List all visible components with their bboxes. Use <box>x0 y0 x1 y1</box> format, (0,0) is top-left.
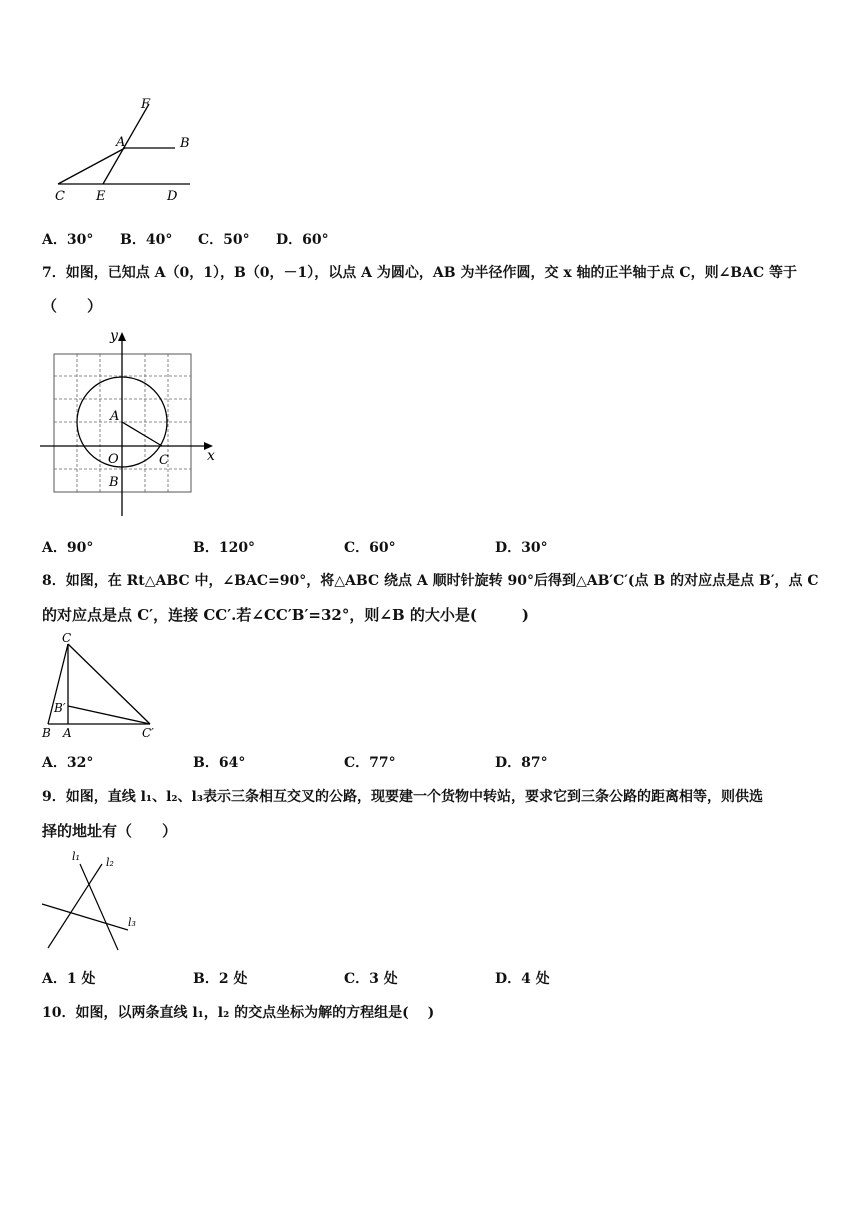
label-c: C <box>62 631 72 645</box>
segment-ac <box>122 422 162 446</box>
label-c-prime: C′ <box>142 726 154 740</box>
side-b-prime-c-prime <box>68 706 150 724</box>
q8-stem-line2: 的对应点是点 C′，连接 CC′.若∠CC′B′=32°，则∠B 的大小是( ) <box>42 606 530 624</box>
label-a: A <box>110 409 120 424</box>
label-o: O <box>108 452 119 467</box>
label-a: A <box>63 726 72 740</box>
line-l1 <box>80 864 118 950</box>
label-c: C <box>55 189 65 204</box>
line-l3 <box>42 904 128 930</box>
q8-figure <box>38 630 168 742</box>
line-ca <box>58 148 125 184</box>
label-e: E <box>96 189 106 204</box>
y-axis-arrow <box>118 332 126 341</box>
label-l2: l₂ <box>106 856 114 869</box>
q6-option-b: B．40° <box>120 232 173 248</box>
q9-stem-line2: 择的地址有（ ） <box>42 822 178 840</box>
q7-stem-line2: （ ） <box>42 297 103 315</box>
label-c: C <box>159 453 169 468</box>
label-a: A <box>116 135 126 150</box>
q6-figure <box>45 92 205 207</box>
q7-option-a: A．90° <box>42 540 94 556</box>
q9-figure <box>38 848 148 958</box>
label-b: B <box>180 136 190 151</box>
line-l2 <box>48 864 102 948</box>
label-b-prime: B′ <box>54 701 66 715</box>
q7-figure <box>38 326 223 520</box>
q8-stem-line1: 8．如图，在 Rt△ABC 中，∠BAC=90°，将△ABC 绕点 A 顺时针旋转 90°后得到△AB′C′(点 B 的对应点是点 B′，点 C <box>42 573 819 589</box>
label-f: F <box>141 97 151 112</box>
side-cc-prime <box>68 644 150 724</box>
q8-option-a: A．32° <box>42 755 94 771</box>
label-b: B <box>42 726 51 740</box>
label-x: x <box>207 448 215 464</box>
q7-option-b: B．120° <box>193 540 256 556</box>
label-l1: l₁ <box>72 850 80 863</box>
q10-stem-line1: 10．如图，以两条直线 l₁，l₂ 的交点坐标为解的方程组是( ) <box>42 1005 435 1021</box>
q7-stem-line1: 7．如图，已知点 A（0，1），B（0，－1），以点 A 为圆心，AB 为半径作圆，交 x 轴的正半轴于点 C，则∠BAC 等于 <box>42 265 798 281</box>
q8-option-c: C．77° <box>344 755 396 771</box>
q9-option-d: D．4 处 <box>495 971 550 987</box>
q9-stem-line1: 9．如图，直线 l₁、l₂、l₃表示三条相互交叉的公路，现要建一个货物中转站，要求它到三条公路的距离相等，则供选 <box>42 789 763 805</box>
q7-option-c: C．60° <box>344 540 396 556</box>
label-y: y <box>110 328 118 344</box>
q9-option-a: A．1 处 <box>42 971 96 987</box>
q8-option-d: D．87° <box>495 755 548 771</box>
q8-option-b: B．64° <box>193 755 246 771</box>
q6-option-c: C．50° <box>198 232 250 248</box>
label-l3: l₃ <box>128 916 136 929</box>
line-ef <box>103 104 149 184</box>
label-d: D <box>167 189 178 204</box>
label-b: B <box>109 475 119 490</box>
q6-option-d: D．60° <box>276 232 329 248</box>
q9-option-c: C．3 处 <box>344 971 398 987</box>
q9-option-b: B．2 处 <box>193 971 248 987</box>
q6-option-a: A．30° <box>42 232 94 248</box>
q7-option-d: D．30° <box>495 540 548 556</box>
